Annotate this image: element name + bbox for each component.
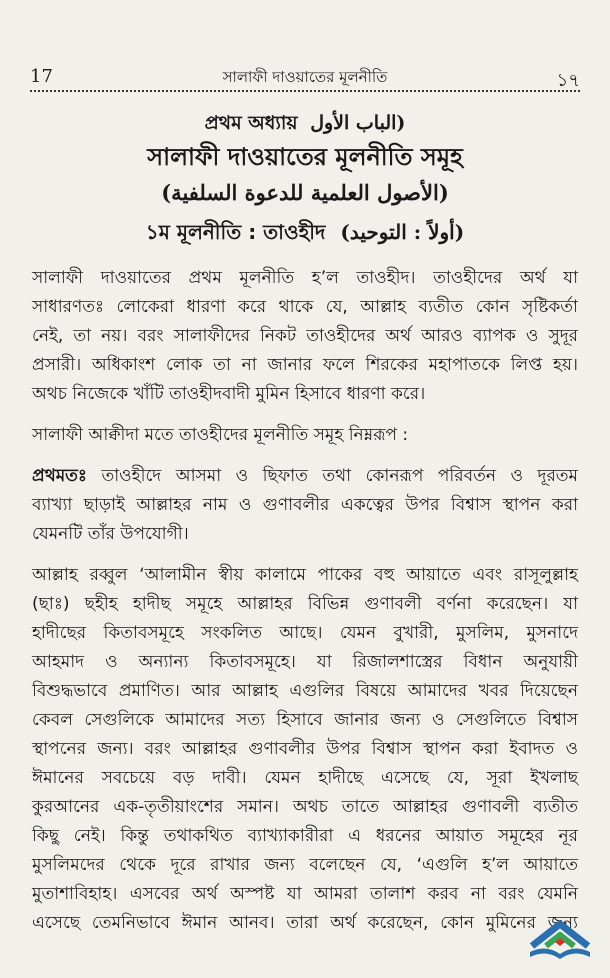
text-line: ঈমানের সবচেয়ে বড় দাবী। যেমন হাদীছে এসেছে যে, সূরা ইখলাছ — [32, 768, 578, 788]
text-line: হাদীছের কিতাবসমূহে সংকলিত আছে। যেমন বুখারী, মুসলিম, মুসনাদে — [32, 623, 578, 643]
paragraph — [32, 264, 578, 409]
text-line: নেই, তা নয়। বরং সালাফীদের নিকট তাওহীদের অর্থ আরও ব্যাপক ও সুদূর — [32, 326, 578, 346]
paragraph — [32, 561, 578, 938]
text-line: সাধারণতঃ লোকেরা ধারণা করে থাকে যে, আল্লাহ ব্যতীত কোন সৃষ্টিকর্তা — [32, 297, 578, 317]
page-number-right: ১৭ — [556, 70, 580, 91]
text-line: কুরআনের এক-তৃতীয়াংশের সমান। অথচ তাতে আল্লাহর গুণাবলী ব্যতীত — [32, 797, 578, 817]
running-title: সালাফী দাওয়াতের মূলনীতি — [222, 68, 388, 86]
publisher-logo-icon — [524, 916, 596, 964]
text-line: কিছু নেই। কিন্তু তথাকথিত ব্যাখ্যাকারীরা এ ধরনের আয়াত সমূহের নূর — [32, 826, 578, 846]
paragraph-lead: প্রথমতঃ — [32, 466, 87, 486]
text-line: সালাফী দাওয়াতের প্রথম মূলনীতি হ’ল তাওহীদ। তাওহীদের অর্থ যা — [32, 268, 578, 288]
header-dotted-rule — [30, 90, 580, 92]
paragraph — [32, 421, 578, 450]
text-line: স্থাপনের জন্য। বরং আল্লাহর গুণাবলীর উপর বিশ্বাস স্থাপন করা ইবাদত ও — [32, 739, 578, 759]
section-title-ar: (أولاً : التوحيد) — [340, 220, 465, 244]
text-line: মুসলিমদের থেকে দূরে রাখার জন্য বলেছেন যে, ‘এগুলি হ’ল আয়াতে — [32, 855, 578, 875]
text-line: অথচ নিজেকে খাঁটি তাওহীদবাদী মুমিন হিসাবে ধারণা করে। — [32, 384, 426, 404]
text-line: (ছাঃ) ছহীহ হাদীছ সমূহে আল্লাহর বিভিন্ন গুণাবলী বর্ণনা করেছেন। যা — [32, 594, 578, 614]
text-line: আহমাদ ও অন্যান্য কিতাবসমূহে। যা রিজালশাস্ত্রের বিধান অনুযায়ী — [32, 652, 578, 672]
text-line: প্রসারী। অধিকাংশ লোক তা না জানার ফলে শিরকের মহাপাতকে লিপ্ত হয়। — [32, 355, 578, 375]
chapter-title-ar: (الباب الأول — [310, 112, 406, 134]
section-heading — [20, 210, 590, 254]
chapter-heading — [20, 108, 590, 138]
text-line — [32, 462, 578, 491]
section-title-bn: ১ম মূলনীতি : তাওহীদ — [145, 220, 326, 244]
chapter-main-title-ar: (الأصول العلمية للدعوة السلفية) — [161, 180, 449, 205]
chapter-headings — [20, 108, 590, 254]
page-header — [0, 60, 610, 94]
text-line: ব্যাখ্যা ছাড়াই আল্লাহর নাম ও গুণাবলীর একত্বের উপর বিশ্বাস স্থাপন করা — [32, 495, 578, 515]
paragraph — [32, 462, 578, 549]
text-line: আল্লাহ রব্বুল ‘আলামীন স্বীয় কালামে পাকের বহু আয়াতে এবং রাসূলুল্লাহ — [32, 565, 578, 585]
text-run: তাওহীদে আসমা ও ছিফাত তথা কোনরূপ পরিবর্তন ও দূরতম — [86, 466, 578, 486]
body-text — [32, 264, 578, 938]
text-line: সালাফী আক্বীদা মতে তাওহীদের মূলনীতি সমূহ নিম্নরূপ : — [32, 425, 409, 445]
chapter-main-title: সালাফী দাওয়াতের মূলনীতি সমূহ — [147, 143, 463, 171]
text-line: এসেছে তেমনিভাবে ঈমান আনব। তারা অর্থ করেছেন, কোন মুমিনের জন্য — [32, 913, 578, 933]
chapter-title-bn: প্রথম অধ্যায় — [204, 112, 298, 134]
text-line: যেমনটি তাঁর উপযোগী। — [32, 524, 189, 544]
text-line: মুতাশাবিহাহ। এসবের অর্থ অস্পষ্ট যা আমরা তালাশ করব না বরং যেমনি — [32, 884, 578, 904]
text-line: বিশুদ্ধভাবে প্রমাণিত। আর আল্লাহ এগুলির বিষয়ে আমাদের খবর দিয়েছেন — [32, 681, 578, 701]
page-number-left: 17 — [30, 66, 53, 87]
text-line: কেবল সেগুলিকে আমাদের সত্য হিসাবে জানার জন্য ও সেগুলিতে বিশ্বাস — [32, 710, 578, 730]
